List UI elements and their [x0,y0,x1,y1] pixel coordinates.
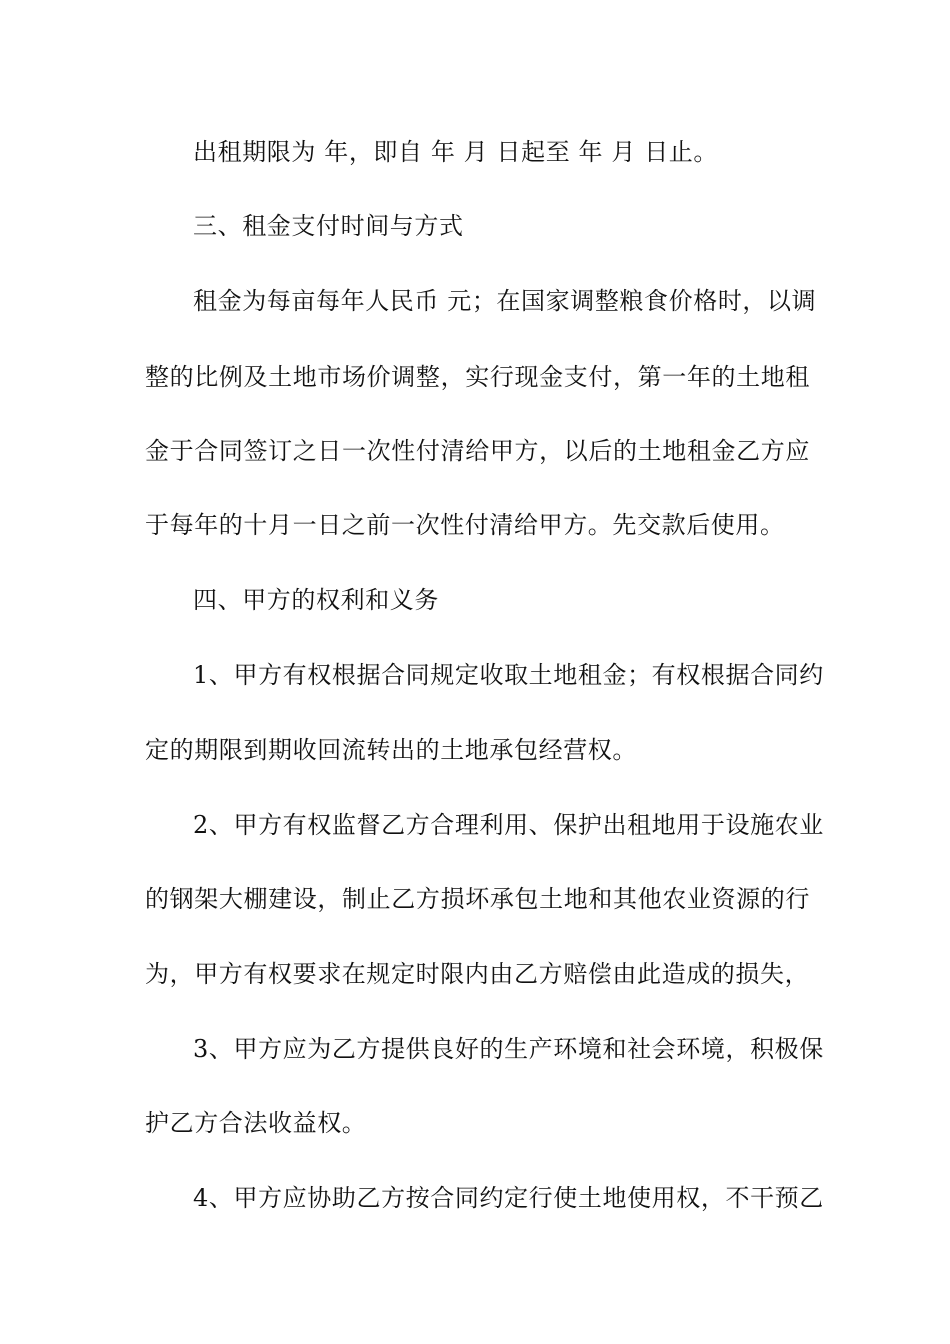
text-line-15: 4、甲方应协助乙方按合同约定行使土地使用权，不干预乙 [193,1184,824,1212]
text-line-5: 金于合同签订之日一次性付清给甲方，以后的土地租金乙方应 [145,437,810,465]
text-line-6: 于每年的十月一日之前一次性付清给甲方。先交款后使用。 [145,511,785,539]
section-heading-party-a-rights: 四、甲方的权利和义务 [193,586,439,614]
text-line-8: 1、甲方有权根据合同规定收取土地租金；有权根据合同约 [193,661,824,689]
text-line-3: 租金为每亩每年人民币 元；在国家调整粮食价格时，以调 [193,287,817,315]
text-line-9: 定的期限到期收回流转出的土地承包经营权。 [145,736,637,764]
text-line-11: 的钢架大棚建设，制止乙方损坏承包土地和其他农业资源的行 [145,885,810,913]
text-line-1: 出租期限为 年，即自 年 月 日起至 年 月 日止。 [193,138,719,166]
text-line-13: 3、甲方应为乙方提供良好的生产环境和社会环境，积极保 [193,1035,824,1063]
section-heading-rent-payment: 三、租金支付时间与方式 [193,212,464,240]
text-line-14: 护乙方合法收益权。 [145,1109,367,1137]
text-line-12: 为，甲方有权要求在规定时限内由乙方赔偿由此造成的损失， [145,960,810,988]
text-line-10: 2、甲方有权监督乙方合理利用、保护出租地用于设施农业 [193,811,824,839]
text-line-4: 整的比例及土地市场价调整，实行现金支付，第一年的土地租 [145,363,810,391]
